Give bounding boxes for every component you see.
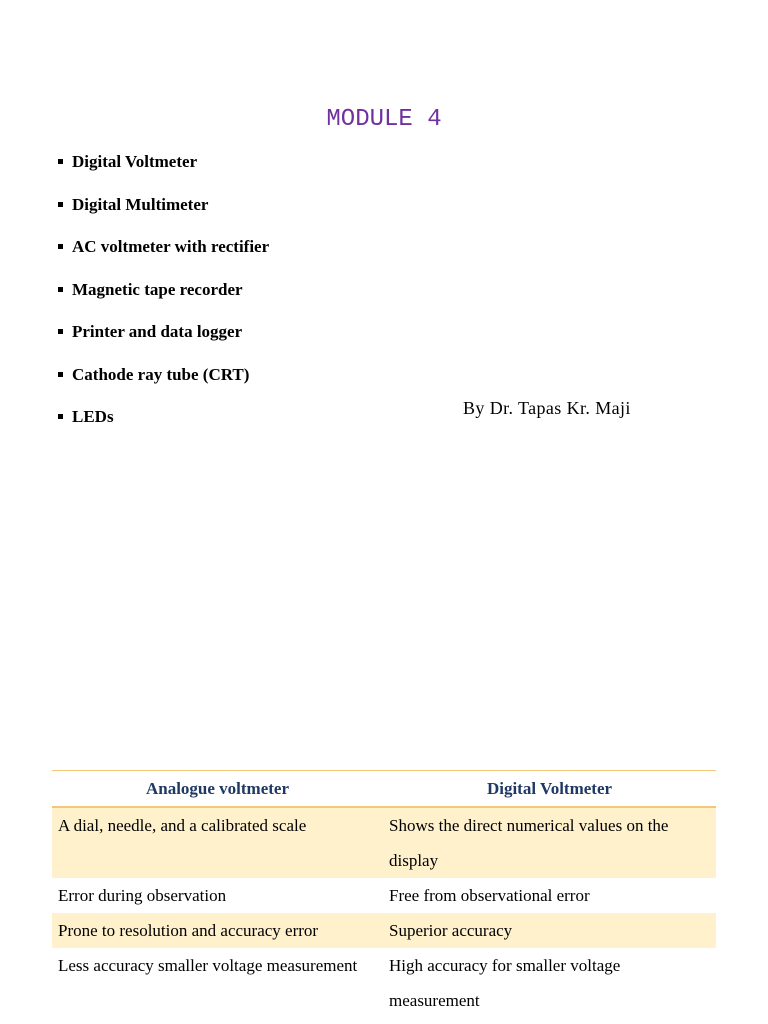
table-row bbox=[52, 913, 716, 948]
topic-label: AC voltmeter with rectifier bbox=[72, 237, 270, 256]
topic-item bbox=[58, 405, 269, 448]
topic-label: Cathode ray tube (CRT) bbox=[72, 364, 250, 384]
square-bullet-icon bbox=[58, 159, 63, 164]
table-cell: Free from observational error bbox=[389, 886, 590, 905]
table-cell: Superior accuracy bbox=[383, 913, 716, 948]
square-bullet-icon bbox=[58, 287, 63, 292]
module-title: MODULE 4 bbox=[326, 106, 442, 133]
header-analogue: Analogue voltmeter bbox=[52, 771, 383, 808]
table-cell: Less accuracy smaller voltage measurement bbox=[58, 956, 358, 975]
header-digital: Digital Voltmeter bbox=[383, 771, 716, 808]
table-cell: Shows the direct numerical values on the display bbox=[383, 807, 716, 878]
comparison-table bbox=[52, 770, 716, 1018]
table-row bbox=[52, 948, 716, 1018]
topic-item bbox=[58, 320, 269, 363]
table-cell: Prone to resolution and accuracy error bbox=[52, 913, 383, 948]
topic-label: Digital Voltmeter bbox=[72, 152, 198, 171]
table-row bbox=[52, 878, 716, 913]
topic-label: LEDs bbox=[72, 407, 114, 426]
topic-list bbox=[58, 150, 269, 448]
square-bullet-icon bbox=[58, 414, 63, 419]
topic-item bbox=[58, 235, 269, 278]
topic-item bbox=[58, 363, 269, 406]
square-bullet-icon bbox=[58, 329, 63, 334]
table-cell: A dial, needle, and a calibrated scale bbox=[52, 807, 383, 878]
topic-label: Printer and data logger bbox=[72, 322, 243, 341]
topic-label: Magnetic tape recorder bbox=[72, 279, 243, 299]
topic-item bbox=[58, 193, 269, 236]
table-header-row bbox=[52, 771, 716, 808]
topic-item bbox=[58, 278, 269, 321]
square-bullet-icon bbox=[58, 372, 63, 377]
topic-item bbox=[58, 150, 269, 193]
table-cell: High accuracy for smaller voltage measurement bbox=[389, 956, 621, 1010]
table-cell: Error during observation bbox=[58, 886, 227, 905]
author-credit: By Dr. Tapas Kr. Maji bbox=[463, 398, 631, 418]
square-bullet-icon bbox=[58, 244, 63, 249]
topic-label: Digital Multimeter bbox=[72, 194, 209, 214]
table-row bbox=[52, 807, 716, 878]
square-bullet-icon bbox=[58, 202, 63, 207]
